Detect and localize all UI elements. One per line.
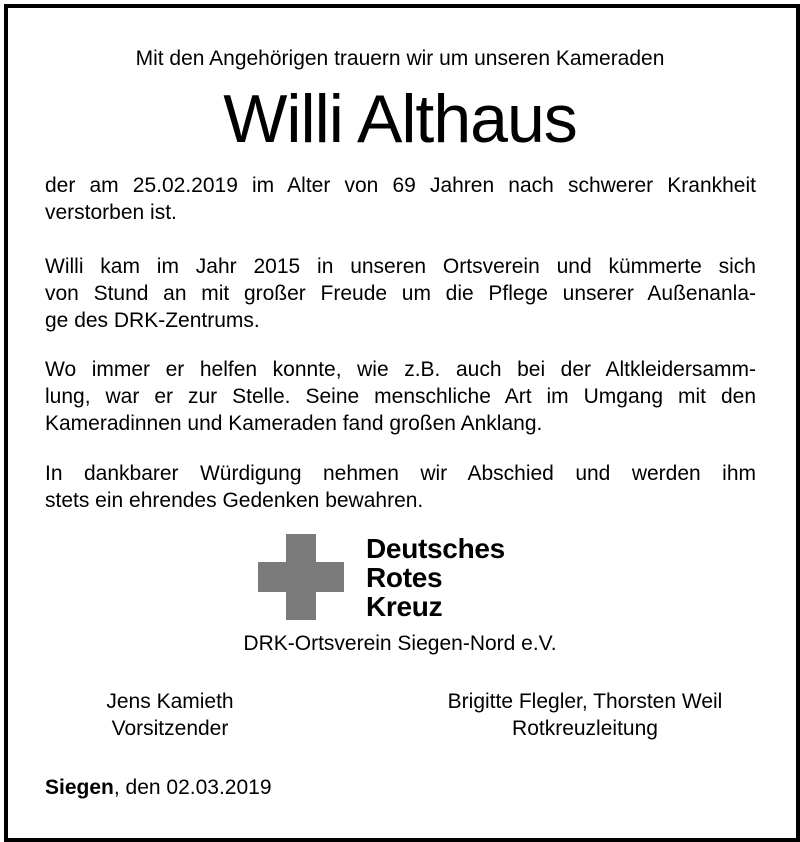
text-line: verstorben ist. xyxy=(45,201,177,224)
place: Siegen xyxy=(45,776,114,799)
deceased-name: Willi Althaus xyxy=(223,81,577,157)
text-line: In dankbarer Würdigung nehmen wir Abschied und werden ihm xyxy=(45,462,756,485)
paragraph-farewell xyxy=(45,460,756,514)
signatory-role: Rotkreuzleitung xyxy=(512,717,658,740)
text-line: stets ein ehrendes Gedenken bewahren. xyxy=(45,489,424,512)
text-line: ge des DRK-Zentrums. xyxy=(45,309,260,332)
signatory-name: Brigitte Flegler, Thorsten Weil xyxy=(447,690,723,713)
paragraph-death-notice xyxy=(45,172,756,226)
intro-line: Mit den Angehörigen trauern wir um unseren Kameraden xyxy=(135,47,665,70)
text-line: Willi kam im Jahr 2015 in unseren Ortsverein und kümmerte sich xyxy=(45,255,756,278)
text-line: Kameradinnen und Kameraden fand großen Anklang. xyxy=(45,412,543,435)
signatory-role: Vorsitzender xyxy=(111,717,229,740)
organization-name: DRK-Ortsverein Siegen-Nord e.V. xyxy=(243,632,557,655)
signature-right xyxy=(420,688,750,742)
logo-line: Kreuz xyxy=(366,591,443,622)
text-line: lung, war er zur Stelle. Seine menschliche Art im Umgang mit den xyxy=(45,385,756,408)
red-cross-icon xyxy=(258,534,344,620)
logo-line: Deutsches xyxy=(366,533,505,564)
paragraph-biography xyxy=(45,253,756,334)
logo-line: Rotes xyxy=(366,562,443,593)
text-line: von Stund an mit großer Freude um die Pflege unserer Außenanla- xyxy=(45,282,756,305)
place-date xyxy=(45,776,272,800)
signatory-name: Jens Kamieth xyxy=(106,690,234,713)
drk-logo-text xyxy=(366,534,505,621)
text-line: Wo immer er helfen konnte, wie z.B. auch bei der Altkleidersamm- xyxy=(45,358,756,381)
signature-left xyxy=(60,688,280,742)
paragraph-character xyxy=(45,356,756,437)
text-line: der am 25.02.2019 im Alter von 69 Jahren nach schwerer Krankheit xyxy=(45,174,756,197)
date-text: , den 02.03.2019 xyxy=(113,776,272,799)
